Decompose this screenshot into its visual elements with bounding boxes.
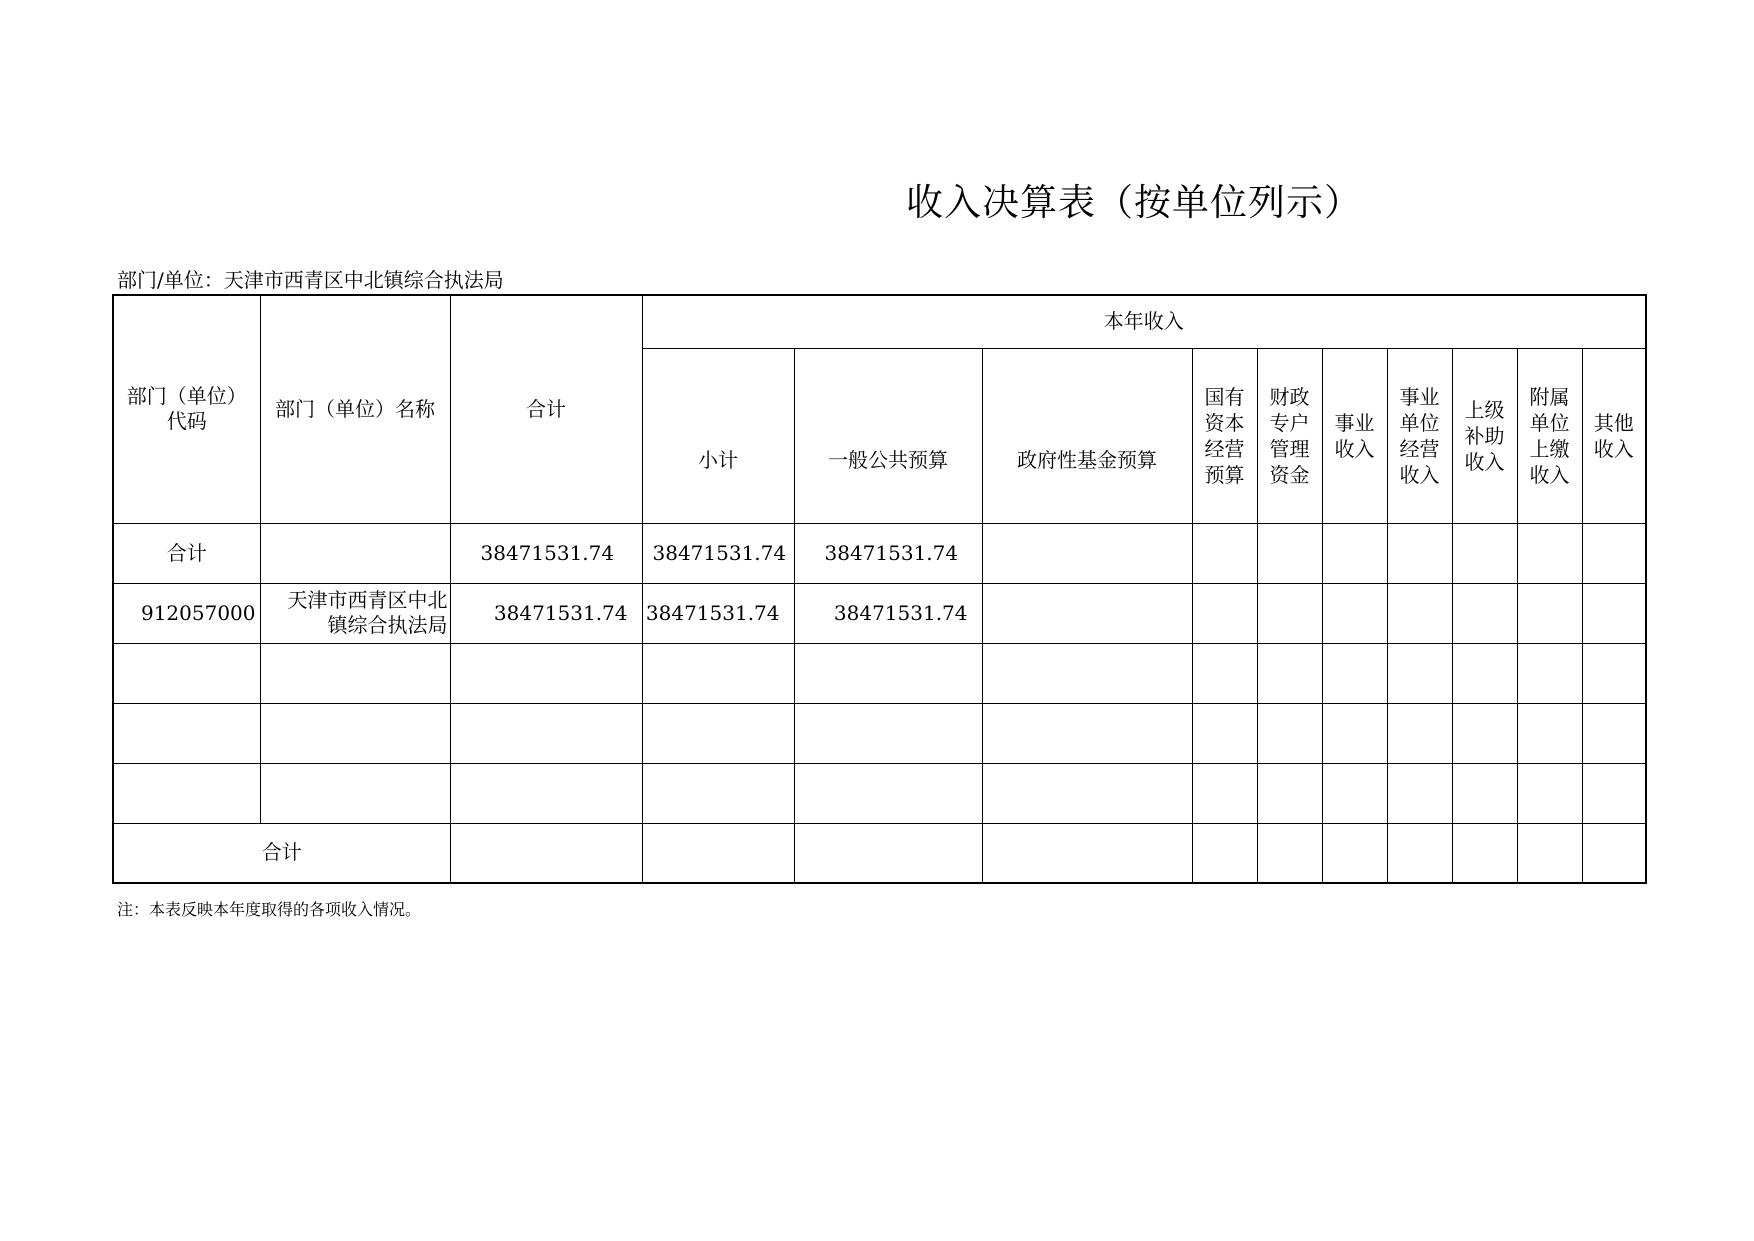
header-other-income: 其他收入 [1582,348,1646,523]
header-current-year-income: 本年收入 [642,295,1646,348]
cell-code: 合计 [113,523,260,583]
cell-total: 38471531.74 [450,583,642,643]
cell-general: 38471531.74 [794,523,982,583]
table-note: 注：本表反映本年度取得的各项收入情况。 [117,900,422,919]
header-general-budget: 一般公共预算 [794,348,982,523]
header-total: 合计 [450,295,642,523]
table-total-row [113,823,1646,883]
cell-name [260,523,450,583]
table-row [113,703,1646,763]
page-title: 收入决算表（按单位列示） [906,181,1362,224]
header-fiscal-special: 财政专户管理资金 [1257,348,1322,523]
header-state-capital: 国有资本经营预算 [1192,348,1257,523]
cell-subtotal: 38471531.74 [642,523,794,583]
footer-total-label: 合计 [113,823,450,883]
cell-total: 38471531.74 [450,523,642,583]
table-row [113,523,1646,583]
header-subtotal: 小计 [642,348,794,523]
table-row [113,763,1646,823]
income-table [112,294,1647,884]
header-name: 部门（单位）名称 [260,295,450,523]
header-unit-operation: 事业单位经营收入 [1387,348,1452,523]
header-code: 部门（单位）代码 [113,295,260,523]
header-subsidy: 上级补助收入 [1452,348,1517,523]
header-fund-budget: 政府性基金预算 [982,348,1192,523]
cell-general: 38471531.74 [794,583,982,643]
header-business-income: 事业收入 [1322,348,1387,523]
cell-name: 天津市西青区中北镇综合执法局 [260,583,450,643]
table-row [113,643,1646,703]
unit-label: 部门/单位：天津市西青区中北镇综合执法局 [117,268,504,292]
table-row [113,583,1646,643]
header-affiliated: 附属单位上缴收入 [1517,348,1582,523]
cell-subtotal: 38471531.74 [642,583,794,643]
cell-code: 912057000 [113,583,260,643]
